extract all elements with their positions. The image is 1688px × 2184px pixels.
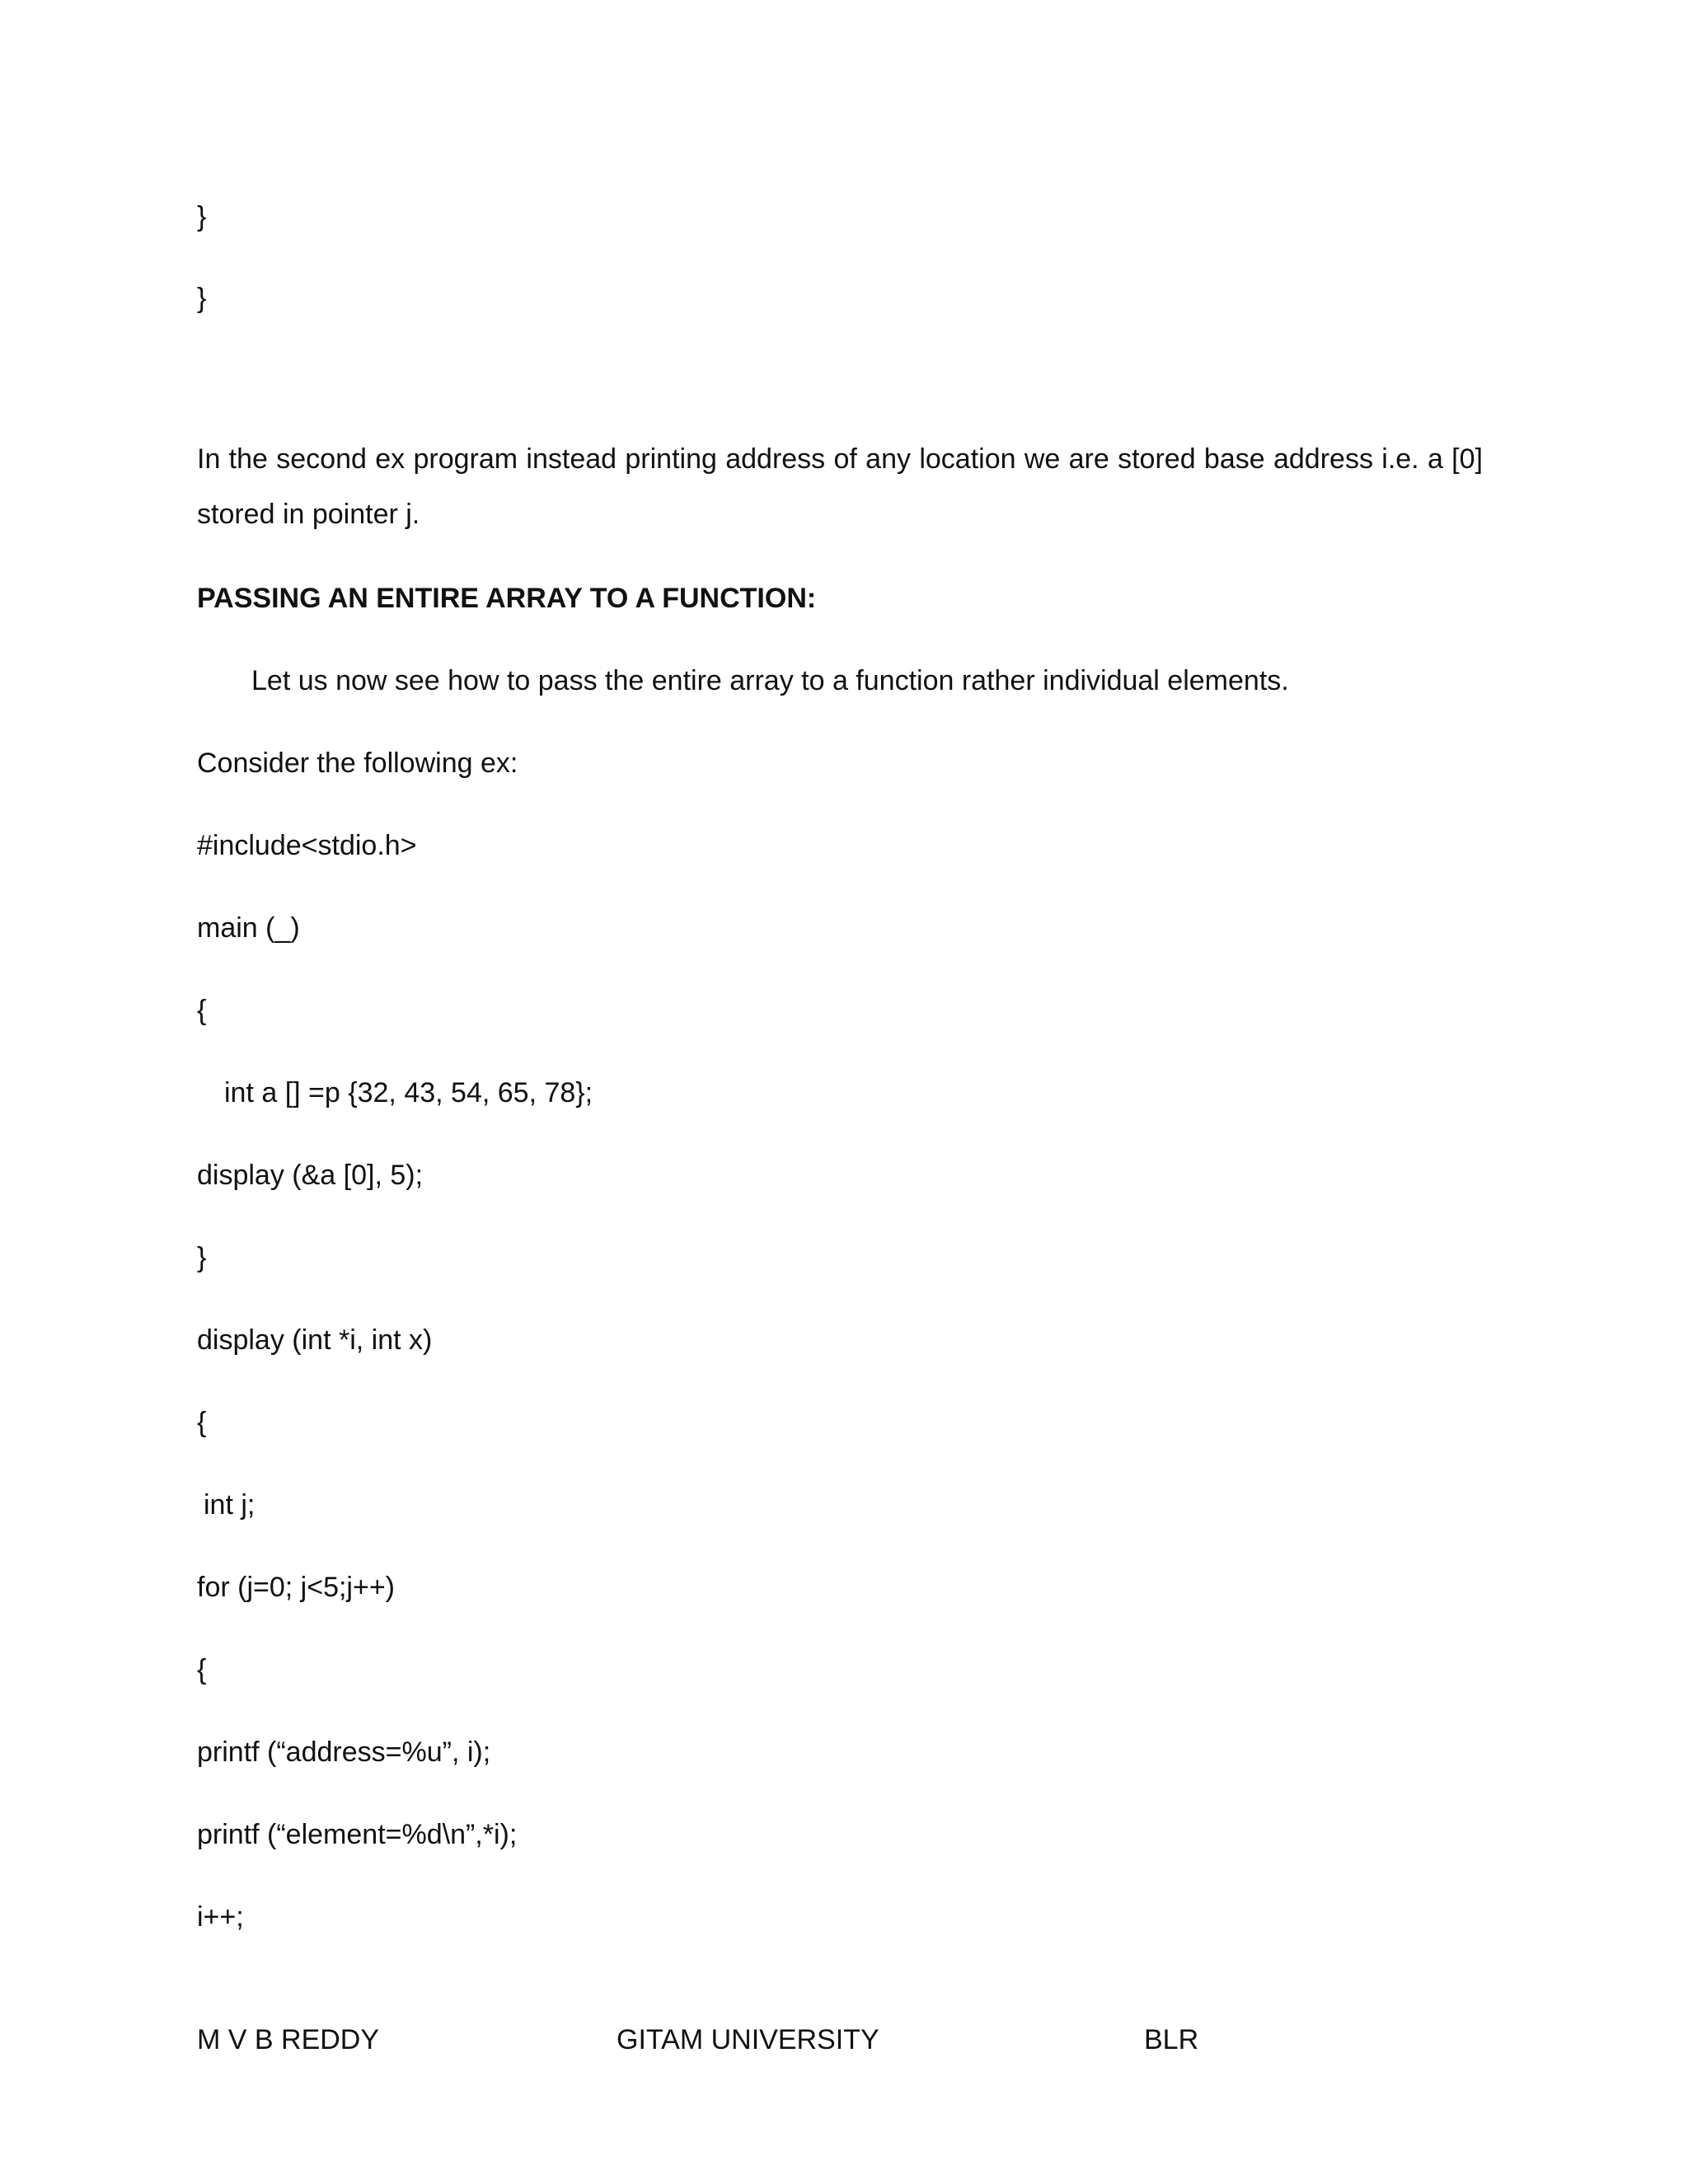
code-line: for (j=0; j<5;j++) [197, 1572, 396, 1603]
consider-text: Consider the following ex: [197, 748, 518, 779]
footer-institution: GITAM UNIVERSITY [617, 2024, 879, 2055]
code-closing-brace: } [197, 283, 207, 314]
code-line: { [197, 995, 207, 1026]
code-line: { [197, 1654, 207, 1685]
code-line: } [197, 1242, 207, 1273]
intro-paragraph: Let us now see how to pass the entire array to a function rather individual elements. [251, 665, 1289, 696]
code-line: int a [] =p {32, 43, 54, 65, 78}; [224, 1077, 593, 1108]
code-closing-brace: } [197, 201, 207, 232]
code-line: main (_) [197, 912, 300, 944]
code-line: int j; [204, 1489, 256, 1521]
footer-author: M V B REDDY [197, 2024, 380, 2055]
code-line: display (int *i, int x) [197, 1324, 433, 1356]
code-line: i++; [197, 1901, 244, 1933]
code-line: #include<stdio.h> [197, 830, 417, 861]
footer-location: BLR [1144, 2024, 1199, 2055]
code-line: display (&a [0], 5); [197, 1160, 424, 1191]
code-line: { [197, 1407, 207, 1438]
code-line: printf (“address=%u”, i); [197, 1736, 491, 1768]
code-line: printf (“element=%d\n”,*i); [197, 1819, 518, 1850]
section-heading: PASSING AN ENTIRE ARRAY TO A FUNCTION: [197, 583, 817, 614]
body-paragraph: In the second ex program instead printing address of any location we are stored base address i.e. a [0] stored in pointer j. [197, 443, 1483, 530]
